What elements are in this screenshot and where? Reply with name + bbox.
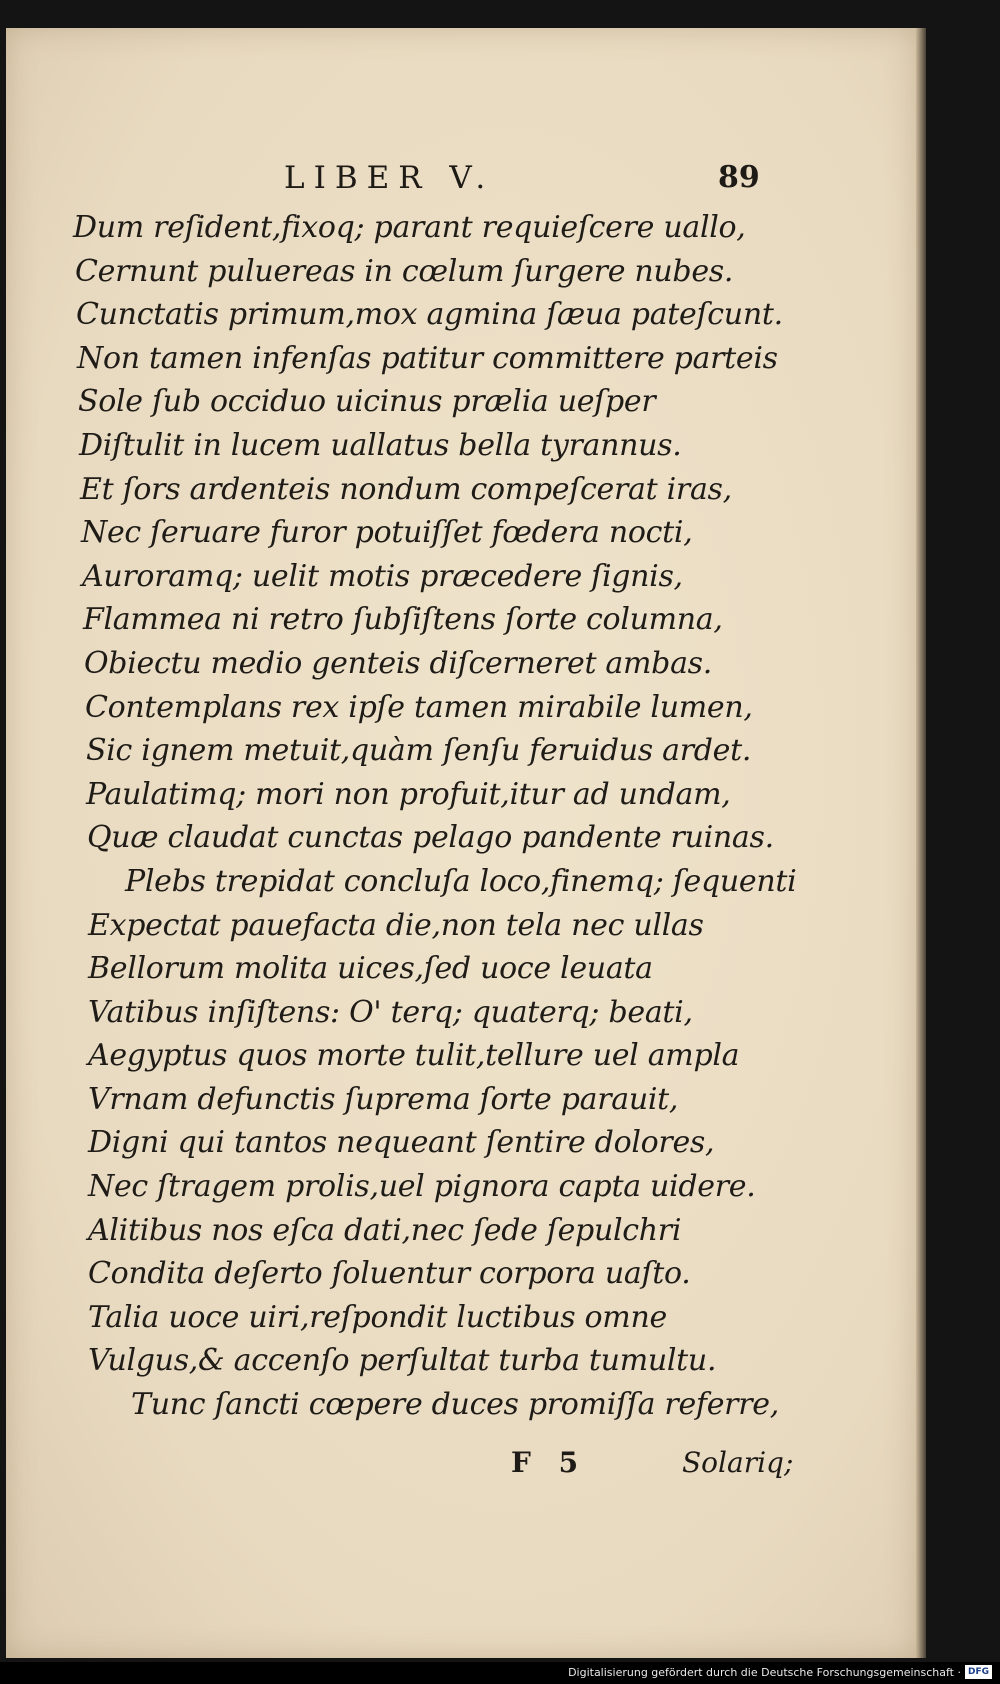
verse-line: Talia uoce uiri,reſpondit luctibus omne xyxy=(88,1299,667,1335)
verse-line: Dum reſident,fixoq; parant requieſcere uallo, xyxy=(73,210,746,245)
verse-line: Vrnam defunctis ſuprema ſorte parauit, xyxy=(88,1081,679,1117)
page-edge xyxy=(916,28,926,1658)
verse-line: Aegyptus quos morte tulit,tellure uel ampla xyxy=(88,1038,740,1074)
verse-line: Non tamen infenſas patitur committere parteis xyxy=(77,340,778,376)
book-page xyxy=(6,28,916,1658)
verse-line: Contemplans rex ipſe tamen mirabile lumen, xyxy=(85,689,753,725)
catchword: Solariq; xyxy=(682,1446,794,1479)
verse-line: Sole ſub occiduo uicinus prælia ueſper xyxy=(78,384,656,420)
verse-line: Flammea ni retro ſubſiſtens ſorte columna, xyxy=(83,602,723,638)
verse-line: Plebs trepidat concluſa loco,finemq; ſequenti xyxy=(125,863,797,899)
verse-text xyxy=(6,206,916,1427)
dfg-logo-icon: DFG xyxy=(965,1665,992,1679)
verse-line: Expectat pauefacta die,non tela nec ullas xyxy=(88,907,704,943)
verse-line: Et ſors ardenteis nondum compeſcerat iras, xyxy=(80,471,732,507)
verse-line: Cernunt puluereas in cœlum ſurgere nubes. xyxy=(75,253,734,289)
verse-line: Alitibus nos eſca dati,nec ſede ſepulchri xyxy=(88,1212,682,1248)
verse-line: Obiectu medio genteis diſcerneret ambas. xyxy=(84,645,712,681)
verse-line: Diſtulit in lucem uallatus bella tyrannus. xyxy=(79,427,682,463)
verse-line: Nec ſeruare furor potuiſſet fœdera nocti, xyxy=(81,515,693,551)
verse-line: Tunc ſancti cœpere duces promiſſa referre, xyxy=(131,1387,779,1423)
verse-line: Bellorum molita uices,ſed uoce leuata xyxy=(88,951,653,987)
credit-text: Digitalisierung gefördert durch die Deutsche Forschungsgemeinschaft · xyxy=(568,1665,961,1679)
verse-line: Paulatimq; mori non profuit,itur ad undam, xyxy=(86,776,731,812)
verse-line: Auroramq; uelit motis præcedere ſignis, xyxy=(82,558,683,594)
digitization-credit xyxy=(568,1662,992,1682)
page-number: 89 xyxy=(718,160,760,195)
page-footer xyxy=(6,1446,916,1486)
verse-line: Nec ſtragem prolis,uel pignora capta uidere. xyxy=(88,1169,756,1205)
verse-line: Quæ claudat cunctas pelago pandente ruinas. xyxy=(87,820,774,856)
verse-line: Digni qui tantos nequeant ſentire dolores, xyxy=(88,1125,715,1161)
verse-line: Sic ignem metuit,quàm ſenſu feruidus ardet. xyxy=(86,733,752,769)
signature-mark: F 5 xyxy=(511,1446,579,1479)
running-title: LIBER V. xyxy=(284,160,495,196)
page-header xyxy=(6,160,916,200)
verse-line: Condita deſerto ſoluentur corpora uaſto. xyxy=(88,1256,691,1292)
verse-line: Vulgus,& accenſo perſultat turba tumultu. xyxy=(88,1343,717,1379)
verse-line: Cunctatis primum,mox agmina ſæua pateſcunt. xyxy=(76,297,783,333)
verse-line: Vatibus inſiſtens: O' terq; quaterq; beati, xyxy=(88,994,693,1030)
